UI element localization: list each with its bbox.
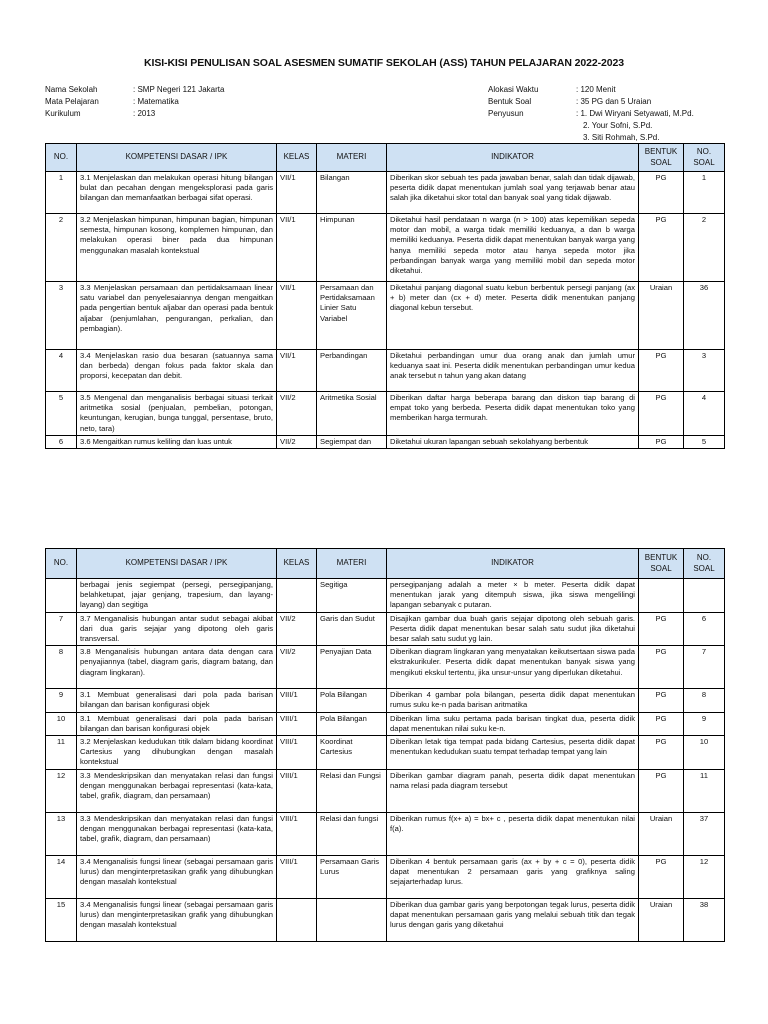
cell-bentuk: PG <box>639 612 684 646</box>
table-row <box>46 392 725 436</box>
cell-kelas <box>277 898 317 941</box>
cell-indikator: Diketahui panjang diagonal suatu kebun berbentuk persegi panjang (ax + b) meter dan (cx + d) meter. Peserta didik menentukan panjang diagonal kebun tersebut. <box>387 282 639 350</box>
cell-nosoal: 10 <box>684 736 725 770</box>
cell-bentuk: PG <box>639 392 684 436</box>
table-row <box>46 855 725 898</box>
table-row <box>46 350 725 392</box>
cell-bentuk: PG <box>639 646 684 689</box>
col-header-kd: KOMPETENSI DASAR / IPK <box>77 144 277 172</box>
cell-no: 12 <box>46 769 77 812</box>
cell-no: 1 <box>46 172 77 214</box>
cell-nosoal: 38 <box>684 898 725 941</box>
cell-nosoal: 8 <box>684 689 725 712</box>
cell-kelas: VIII/1 <box>277 736 317 770</box>
cell-kompetensi: 3.4 Menganalisis fungsi linear (sebagai persamaan garis lurus) dan menginterpretasikan grafik yang dihubungkan dengan masalah kontekstual <box>77 855 277 898</box>
cell-nosoal: 6 <box>684 612 725 646</box>
table-row <box>46 282 725 350</box>
cell-materi: Aritmetika Sosial <box>317 392 387 436</box>
col-header-nosoal: NO. SOAL <box>684 549 725 579</box>
cell-indikator: persegipanjang adalah a meter × b meter. Peserta didik dapat menentukan jarak yang ditempuh siswa, jika siswa mengelilingi lapangan sebanyak c putaran. <box>387 579 639 613</box>
col-header-materi: MATERI <box>317 549 387 579</box>
cell-indikator: Diberikan dua gambar garis yang berpotongan tegak lurus, peserta didik dapat menentukan persamaan garis yang melalui sebuah titik dan tegak lurus dengan garis yang diketahui <box>387 898 639 941</box>
cell-kompetensi: 3.3 Mendeskripsikan dan menyatakan relasi dan fungsi dengan menggunakan berbagai representasi (kata-kata, tabel, grafik, diagram, dan persamaan) <box>77 769 277 812</box>
cell-bentuk: Uraian <box>639 812 684 855</box>
cell-no: 14 <box>46 855 77 898</box>
table-row <box>46 689 725 712</box>
cell-materi: Relasi dan fungsi <box>317 812 387 855</box>
cell-indikator: Diberikan 4 bentuk persamaan garis (ax + by + c = 0), peserta didik dapat menentukan 2 persamaan garis yang grafiknya saling sejajarterhadap lurus. <box>387 855 639 898</box>
cell-materi: Pola Bilangan <box>317 712 387 735</box>
cell-materi: Perbandingan <box>317 350 387 392</box>
cell-materi: Persamaan dan Pertidaksamaan Linier Satu Variabel <box>317 282 387 350</box>
cell-bentuk <box>639 579 684 613</box>
col-header-no: NO. <box>46 144 77 172</box>
table-row <box>46 579 725 613</box>
cell-kelas: VII/1 <box>277 172 317 214</box>
cell-indikator: Diberikan letak tiga tempat pada bidang Cartesius, peserta didik dapat menentukan kedudukan suatu tempat terhadap tempat yang lain <box>387 736 639 770</box>
cell-materi: Persamaan Garis Lurus <box>317 855 387 898</box>
cell-materi: Segitiga <box>317 579 387 613</box>
exam-info <box>488 84 694 144</box>
cell-no: 11 <box>46 736 77 770</box>
cell-kelas: VII/2 <box>277 612 317 646</box>
table-row <box>46 172 725 214</box>
cell-no: 9 <box>46 689 77 712</box>
col-header-indikator: INDIKATOR <box>387 144 639 172</box>
col-header-bentuk: BENTUK SOAL <box>639 549 684 579</box>
cell-indikator: Diberikan gambar diagram panah, peserta didik dapat menentukan nama relasi pada diagram tersebut <box>387 769 639 812</box>
info-row: Penyusun : 1. Dwi Wiryani Setyawati, M.Pd. <box>488 109 694 118</box>
cell-kompetensi: 3.2 Menjelaskan kedudukan titik dalam bidang koordinat Cartesius yang dihubungkan dengan masalah kontekstual <box>77 736 277 770</box>
table-row <box>46 712 725 735</box>
cell-bentuk: PG <box>639 435 684 448</box>
cell-kompetensi: 3.8 Menganalisis hubungan antara data dengan cara penyajiannya (tabel, diagram garis, diagram batang, dan diagram lingkaran). <box>77 646 277 689</box>
cell-indikator: Diketahui hasil pendataan n warga (n > 100) atas kepemilikan sepeda motor dan mobil, a warga tidak memiliki keduanya, a dan b warga memiliki keduanya. Peserta didik dapat menentukan banyak warga yang hanya memiliki sepeda motor atau hanya sepeda motor jika perbandingan banyak warga yang memiliki mobil dan sepeda motor diketahui. <box>387 214 639 282</box>
cell-indikator: Diberikan 4 gambar pola bilangan, peserta didik dapat menentukan rumus suku ke-n pada barisan aritmatika <box>387 689 639 712</box>
cell-bentuk: Uraian <box>639 282 684 350</box>
col-header-kelas: KELAS <box>277 144 317 172</box>
grid-table-2 <box>45 548 725 942</box>
info-row: Kurikulum : 2013 <box>45 109 156 118</box>
table-row <box>46 898 725 941</box>
table-row <box>46 812 725 855</box>
cell-materi <box>317 898 387 941</box>
cell-bentuk: PG <box>639 769 684 812</box>
cell-kelas: VII/2 <box>277 392 317 436</box>
cell-indikator: Diberikan diagram lingkaran yang menyatakan keikutsertaan siswa pada ekstrakurikuler. Peserta didik dapat menentukan banyak siswa yang mengikuti ekskul tertentu, jika unsur-unsur yang diperlukan diketahui. <box>387 646 639 689</box>
cell-nosoal: 7 <box>684 646 725 689</box>
cell-no: 3 <box>46 282 77 350</box>
cell-nosoal: 37 <box>684 812 725 855</box>
cell-bentuk: PG <box>639 350 684 392</box>
cell-materi: Pola Bilangan <box>317 689 387 712</box>
col-header-bentuk: BENTUK SOAL <box>639 144 684 172</box>
cell-kelas: VIII/1 <box>277 855 317 898</box>
cell-kompetensi: 3.5 Mengenal dan menganalisis berbagai situasi terkait aritmetika sosial (penjualan, pembelian, potongan, keuntungan, kerugian, bunga tunggal, persentase, bruto, neto, tara) <box>77 392 277 436</box>
cell-nosoal: 36 <box>684 282 725 350</box>
grid-table-1 <box>45 143 725 449</box>
cell-bentuk: PG <box>639 689 684 712</box>
cell-bentuk: PG <box>639 855 684 898</box>
table-row <box>46 435 725 448</box>
cell-no: 8 <box>46 646 77 689</box>
cell-indikator: Diberikan daftar harga beberapa barang dan diskon tiap barang di empat toko yang berbeda. Peserta didik dapat menentukan toko yang memberikan harga termurah. <box>387 392 639 436</box>
cell-kompetensi: 3.4 Menjelaskan rasio dua besaran (satuannya sama dan berbeda) dengan fokus pada faktor skala dan proporsi, kecepatan dan debit. <box>77 350 277 392</box>
info-row: 3. Siti Rohmah, S.Pd. <box>583 133 660 142</box>
cell-indikator: Diberikan rumus f(x+ a) = bx+ c , peserta didik dapat menentukan nilai f(a). <box>387 812 639 855</box>
cell-indikator: Diberikan skor sebuah tes pada jawaban benar, salah dan tidak dijawab, peserta didik dapat menentukan jumlah soal yang terjawab benar atau salah jika diketahui skor total dan banyak soal yang tidak dijawab. <box>387 172 639 214</box>
cell-kompetensi: 3.1 Membuat generalisasi dari pola pada barisan bilangan dan barisan konfigurasi objek <box>77 689 277 712</box>
cell-no <box>46 579 77 613</box>
cell-materi: Penyajian Data <box>317 646 387 689</box>
cell-kompetensi: 3.4 Menganalisis fungsi linear (sebagai persamaan garis lurus) dan menginterpretasikan grafik yang dihubungkan dengan masalah kontekstual <box>77 898 277 941</box>
cell-nosoal: 1 <box>684 172 725 214</box>
info-row: Alokasi Waktu : 120 Menit <box>488 85 616 94</box>
info-row: Mata Pelajaran : Matematika <box>45 97 179 106</box>
cell-bentuk: PG <box>639 712 684 735</box>
cell-bentuk: PG <box>639 172 684 214</box>
col-header-indikator: INDIKATOR <box>387 549 639 579</box>
cell-nosoal: 2 <box>684 214 725 282</box>
cell-kompetensi: 3.3 Mendeskripsikan dan menyatakan relasi dan fungsi dengan menggunakan berbagai representasi (kata-kata, tabel, grafik, diagram, dan persamaan) <box>77 812 277 855</box>
cell-kompetensi: 3.7 Menganalisis hubungan antar sudut sebagai akibat dari dua garis sejajar yang dipotong oleh garis transversal. <box>77 612 277 646</box>
cell-kelas: VII/1 <box>277 350 317 392</box>
cell-bentuk: PG <box>639 214 684 282</box>
info-row: Bentuk Soal : 35 PG dan 5 Uraian <box>488 97 652 106</box>
table-row <box>46 214 725 282</box>
cell-kompetensi: 3.1 Menjelaskan dan melakukan operasi hitung bilangan bulat dan pecahan dengan mengeksplorasi pada garis bilangan dan memanfaatkan berbagai sifat operasi. <box>77 172 277 214</box>
cell-no: 10 <box>46 712 77 735</box>
cell-no: 13 <box>46 812 77 855</box>
cell-materi: Himpunan <box>317 214 387 282</box>
cell-nosoal: 11 <box>684 769 725 812</box>
col-header-kelas: KELAS <box>277 549 317 579</box>
cell-no: 2 <box>46 214 77 282</box>
cell-materi: Segiempat dan <box>317 435 387 448</box>
table-header-row <box>46 549 725 579</box>
table-row <box>46 612 725 646</box>
cell-indikator: Diketahui ukuran lapangan sebuah sekolahyang berbentuk <box>387 435 639 448</box>
cell-kelas: VII/2 <box>277 435 317 448</box>
cell-kelas: VIII/1 <box>277 769 317 812</box>
cell-bentuk: Uraian <box>639 898 684 941</box>
cell-kelas: VIII/1 <box>277 812 317 855</box>
col-header-kd: KOMPETENSI DASAR / IPK <box>77 549 277 579</box>
cell-kelas: VII/1 <box>277 282 317 350</box>
col-header-nosoal: NO. SOAL <box>684 144 725 172</box>
col-header-materi: MATERI <box>317 144 387 172</box>
cell-nosoal: 5 <box>684 435 725 448</box>
table-row <box>46 736 725 770</box>
table-header-row <box>46 144 725 172</box>
cell-indikator: Disajikan gambar dua buah garis sejajar dipotong oleh sebuah garis. Peserta didik dapat menentukan besar salah satu sudut jika diketahui besar salah satu sudut yg lain. <box>387 612 639 646</box>
school-info <box>45 84 224 120</box>
cell-kelas: VIII/1 <box>277 689 317 712</box>
info-row: Nama Sekolah : SMP Negeri 121 Jakarta <box>45 85 225 94</box>
table-row <box>46 769 725 812</box>
cell-materi: Garis dan Sudut <box>317 612 387 646</box>
cell-nosoal: 3 <box>684 350 725 392</box>
cell-indikator: Diberikan lima suku pertama pada barisan tingkat dua, peserta didik dapat menentukan nilai suku ke-n. <box>387 712 639 735</box>
cell-kelas: VII/2 <box>277 646 317 689</box>
table-row <box>46 646 725 689</box>
cell-materi: Relasi dan Fungsi <box>317 769 387 812</box>
cell-nosoal: 9 <box>684 712 725 735</box>
cell-kompetensi: berbagai jenis segiempat (persegi, persegipanjang, belahketupat, jajar genjang, trapesium, dan layang-layang) dan segitiga <box>77 579 277 613</box>
cell-materi: Bilangan <box>317 172 387 214</box>
cell-kompetensi: 3.3 Menjelaskan persamaan dan pertidaksamaan linear satu variabel dan penyelesaiannya dengan mengaitkan pada pengertian bentuk aljabar dan operasi pada bentuk aljabar (penjumlahan, pengurangan, perkalian, dan pembagian). <box>77 282 277 350</box>
cell-kelas: VII/1 <box>277 214 317 282</box>
cell-no: 6 <box>46 435 77 448</box>
cell-nosoal: 4 <box>684 392 725 436</box>
cell-indikator: Diketahui perbandingan umur dua orang anak dan jumlah umur keduanya saat ini. Peserta didik menentukan perbandingan umur kedua anak tersebut n tahun yang akan datang <box>387 350 639 392</box>
cell-no: 5 <box>46 392 77 436</box>
document-title: KISI-KISI PENULISAN SOAL ASESMEN SUMATIF SEKOLAH (ASS) TAHUN PELAJARAN 2022-2023 <box>144 57 624 69</box>
cell-nosoal: 12 <box>684 855 725 898</box>
cell-kelas <box>277 579 317 613</box>
cell-no: 7 <box>46 612 77 646</box>
cell-nosoal <box>684 579 725 613</box>
cell-no: 4 <box>46 350 77 392</box>
info-row: 2. Your Sofni, S.Pd. <box>583 121 653 130</box>
cell-kompetensi: 3.2 Menjelaskan himpunan, himpunan bagian, himpunan semesta, himpunan kosong, komplemen himpunan, dan melakukan operasi biner pada dua himpunan menggunakan masalah kontekstual <box>77 214 277 282</box>
cell-kelas: VIII/1 <box>277 712 317 735</box>
col-header-no: NO. <box>46 549 77 579</box>
cell-kompetensi: 3.1 Membuat generalisasi dari pola pada barisan bilangan dan barisan konfigurasi objek <box>77 712 277 735</box>
cell-bentuk: PG <box>639 736 684 770</box>
cell-kompetensi: 3.6 Mengaitkan rumus keliling dan luas untuk <box>77 435 277 448</box>
cell-materi: Koordinat Cartesius <box>317 736 387 770</box>
cell-no: 15 <box>46 898 77 941</box>
